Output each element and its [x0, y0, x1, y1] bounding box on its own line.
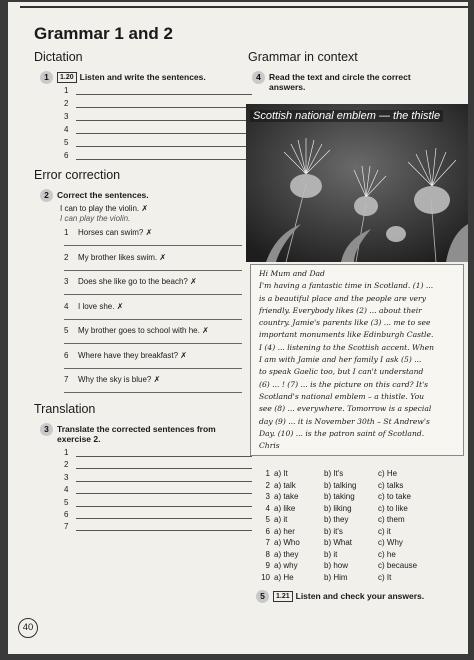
line-number: 2 [64, 460, 69, 470]
line-number: 1 [64, 86, 69, 95]
option-row [256, 560, 438, 572]
option-a[interactable]: a) her [274, 526, 295, 536]
dictation-instruction-row [40, 71, 206, 84]
writing-line[interactable] [76, 511, 252, 519]
dictation-instruction: Listen and write the sentences. [79, 71, 206, 82]
line-number: 6 [64, 510, 69, 519]
sentence-text: Does she like go to the beach? ✗ [78, 277, 197, 286]
option-c[interactable]: c) He [378, 469, 398, 478]
grammar-context-instruction-line1: Read the text and circle the correct [269, 71, 411, 82]
option-number: 10 [261, 572, 270, 582]
sentence-number: 3 [64, 277, 69, 286]
option-c[interactable]: c) talks [378, 480, 404, 490]
option-row [256, 491, 438, 503]
listen-check-instruction: Listen and check your answers. [295, 590, 425, 601]
exercise-5-badge: 5 [256, 590, 269, 603]
option-row [256, 480, 438, 492]
error-sentence [64, 351, 187, 360]
option-b[interactable]: b) it [324, 549, 338, 559]
listen-check-row [256, 590, 424, 603]
answer-line[interactable] [64, 392, 242, 393]
line-number: 1 [64, 448, 69, 457]
dictation-line [64, 86, 252, 95]
answer-line[interactable] [64, 368, 242, 369]
line-number: 3 [64, 472, 69, 482]
option-row [256, 503, 438, 515]
translation-line [64, 510, 252, 519]
sentence-number: 2 [64, 252, 69, 262]
dictation-heading: Dictation [34, 50, 83, 64]
sentence-text: Horses can swim? ✗ [78, 228, 153, 237]
error-correction-heading: Error correction [34, 168, 121, 182]
option-number: 4 [265, 503, 270, 513]
line-number: 5 [64, 497, 69, 507]
error-sentence [64, 375, 160, 384]
letter-text: Hi Mum and Dad I'm having a fantastic time in Scotland. (1) ... is a beautiful place and the people are very friendly. Everybody likes (2) ... about their country. Jamie's parents like (3) ... me to see important monuments like Edinburgh Castle. I (4) ... listening to the Scottish accent. When I am with Jamie and her family I ask (5) ... to speak Gaelic too, but I can't understand (6) ... ! (7) ... is the picture on this card? It's Scotland's national emblem – a thistle. You see (8) ... everywhere. Tomorrow is a special day (9) ... it is November 30th – St Andrew's Day. (10) ... is the patron saint of Scotland. Chris [259, 269, 435, 451]
writing-line[interactable] [76, 139, 252, 147]
top-rule [20, 6, 468, 8]
option-c[interactable]: c) It [378, 572, 392, 582]
exercise-4-badge: 4 [252, 71, 265, 84]
example-wrong-sentence: I can to play the violin. ✗ [60, 204, 149, 213]
option-a[interactable]: a) why [274, 561, 298, 570]
answer-line[interactable] [64, 270, 242, 271]
sentence-text: Where have they breakfast? ✗ [78, 350, 187, 360]
option-row [256, 514, 438, 526]
option-b[interactable]: b) It's [324, 469, 344, 478]
option-a[interactable]: a) it [274, 515, 288, 524]
exercise-1-badge: 1 [40, 71, 53, 84]
option-c[interactable]: c) because [378, 561, 418, 570]
writing-line[interactable] [76, 87, 252, 95]
translation-instruction-line2: exercise 2. [57, 434, 101, 444]
translation-line [64, 522, 252, 531]
answer-line[interactable] [64, 319, 242, 320]
sentence-text: My brother likes swim. ✗ [78, 252, 167, 262]
dictation-line [64, 99, 252, 108]
line-number: 5 [64, 138, 69, 147]
option-row [256, 526, 438, 538]
option-a[interactable]: a) they [274, 549, 299, 559]
option-c[interactable]: c) he [378, 549, 396, 559]
sentence-number: 1 [64, 228, 69, 237]
sentence-text: I love she. ✗ [78, 301, 124, 311]
sentence-number: 5 [64, 326, 69, 335]
writing-line[interactable] [76, 499, 252, 507]
option-number: 2 [265, 480, 270, 490]
writing-line[interactable] [76, 486, 252, 494]
translation-heading: Translation [34, 402, 96, 416]
line-number: 4 [64, 125, 69, 134]
error-sentence [64, 326, 209, 335]
option-b[interactable]: b) it's [324, 526, 343, 536]
option-row [256, 537, 438, 549]
writing-line[interactable] [76, 449, 252, 457]
option-b[interactable]: b) liking [324, 503, 352, 513]
option-a[interactable]: a) like [274, 503, 296, 513]
option-number: 3 [265, 492, 270, 501]
option-a[interactable]: a) take [274, 492, 299, 501]
sentence-text: Why the sky is blue? ✗ [78, 375, 161, 384]
sentence-number: 4 [64, 301, 69, 311]
dictation-line [64, 125, 252, 134]
writing-line[interactable] [76, 474, 252, 482]
audio-track-icon: 1.21 [273, 591, 293, 602]
option-row [256, 572, 438, 584]
line-number: 4 [64, 485, 69, 495]
writing-line[interactable] [76, 113, 252, 121]
sentence-number: 6 [64, 350, 69, 360]
dictation-line [64, 151, 252, 160]
option-number: 5 [265, 515, 270, 524]
answer-line[interactable] [64, 343, 242, 344]
option-c[interactable]: c) them [378, 515, 405, 524]
option-number: 9 [265, 561, 270, 570]
page-number: 40 [18, 618, 38, 638]
sentence-text: My brother goes to school with he. ✗ [78, 326, 209, 335]
option-c[interactable]: c) to like [378, 503, 408, 513]
line-number: 2 [64, 99, 69, 108]
thistle-photo [246, 104, 468, 262]
option-c[interactable]: c) Why [378, 538, 403, 547]
option-number: 8 [265, 549, 270, 559]
dictation-line [64, 138, 252, 147]
option-b[interactable]: b) taking [324, 492, 355, 501]
answer-line[interactable] [64, 294, 242, 295]
answer-line[interactable] [64, 245, 242, 246]
option-c[interactable]: c) it [378, 526, 391, 536]
grammar-context-instruction-line2: answers. [269, 82, 306, 92]
audio-track-icon: 1.20 [57, 72, 77, 83]
translation-line [64, 485, 252, 494]
line-number: 6 [64, 151, 69, 160]
dictation-line [64, 112, 252, 121]
line-number: 7 [64, 522, 69, 532]
translation-line [64, 473, 252, 482]
option-number: 7 [265, 538, 270, 547]
example-correct-sentence: I can play the violin. [60, 214, 131, 223]
option-a[interactable]: a) talk [274, 480, 296, 490]
error-sentence [64, 228, 152, 237]
error-correction-instruction: Correct the sentences. [57, 189, 149, 200]
sentence-number: 7 [64, 375, 69, 384]
writing-line[interactable] [76, 126, 252, 134]
error-sentence [64, 253, 166, 262]
option-number: 6 [265, 526, 270, 536]
exercise-3-badge: 3 [40, 423, 53, 436]
option-a[interactable]: a) It [274, 469, 288, 478]
line-number: 3 [64, 112, 69, 121]
workbook-page [8, 2, 468, 654]
page-title: Grammar 1 and 2 [34, 24, 173, 43]
error-sentence [64, 302, 123, 311]
option-a[interactable]: a) Who [274, 538, 300, 547]
translation-line [64, 460, 252, 469]
option-b[interactable]: b) they [324, 515, 349, 524]
exercise-2-badge: 2 [40, 189, 53, 202]
photo-caption: Scottish national emblem — the thistle [250, 110, 443, 122]
option-b[interactable]: b) What [324, 538, 353, 547]
translation-instruction-line1: Translate the corrected sentences from [57, 423, 216, 434]
error-correction-instruction-row [40, 189, 149, 202]
thistle-illustration [246, 104, 468, 262]
grammar-context-heading: Grammar in context [248, 50, 358, 64]
option-row [256, 549, 438, 561]
option-b[interactable]: b) Him [324, 572, 348, 582]
translation-line [64, 448, 252, 457]
writing-line[interactable] [76, 523, 252, 531]
option-b[interactable]: b) how [324, 561, 349, 570]
option-row [256, 468, 438, 480]
option-number: 1 [265, 469, 270, 478]
option-c[interactable]: c) to take [378, 492, 411, 501]
writing-line[interactable] [76, 152, 252, 160]
answer-options [256, 468, 438, 583]
translation-line [64, 498, 252, 507]
writing-line[interactable] [76, 461, 252, 469]
postcard-letter [250, 264, 464, 456]
option-a[interactable]: a) He [274, 572, 294, 582]
error-sentence [64, 277, 197, 286]
option-b[interactable]: b) talking [324, 480, 357, 490]
writing-line[interactable] [76, 100, 252, 108]
